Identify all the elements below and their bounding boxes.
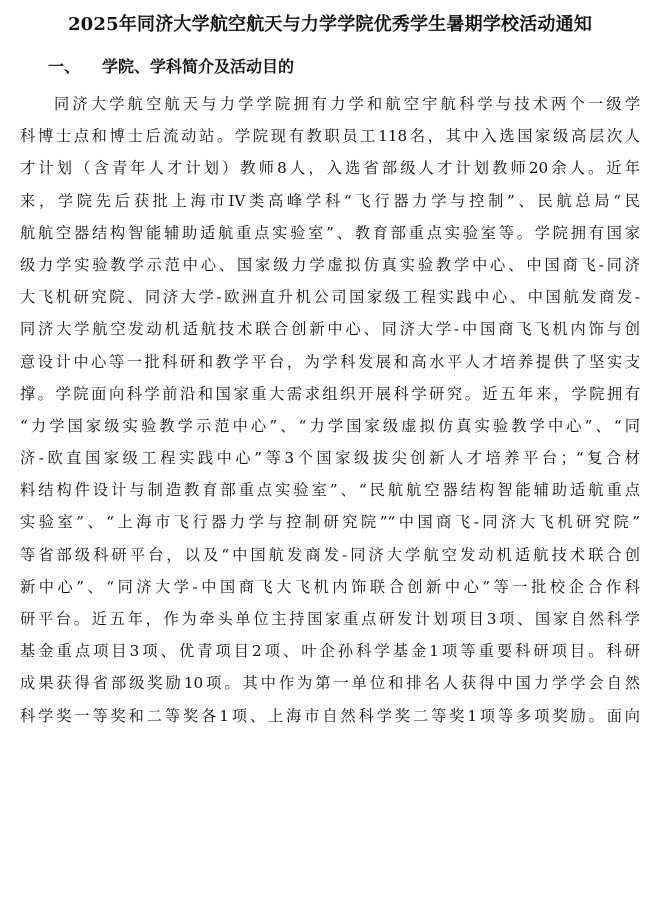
paragraph-line: 成果获得省部级奖励10项。其中作为第一单位和排名人获得中国力学学会自然 (20, 674, 640, 693)
paragraph-line: 基金重点项目3项、优青项目2项、叶企孙科学基金1项等重要科研项目。科研 (20, 642, 640, 661)
section-heading-text: 学院、学科简介及活动目的 (102, 57, 295, 76)
paragraph-line: 同济大学航空航天与力学学院拥有力学和航空宇航科学与技术两个一级学 (54, 95, 640, 113)
paragraph-line: 济-欧直国家级工程实践中心”等3个国家级拔尖创新人才培养平台；“复合材 (20, 449, 640, 468)
body-paragraph (20, 88, 640, 732)
paragraph-line: 意设计中心等一批科研和教学平台，为学科发展和高水平人才培养提供了坚实支 (20, 352, 640, 371)
paragraph-line: 同济大学航空发动机适航技术联合创新中心、同济大学-中国商飞飞机内饰与创 (20, 320, 640, 339)
paragraph-line: 大飞机研究院、同济大学-欧洲直升机公司国家级工程实践中心、中国航发商发- (20, 288, 640, 307)
section-number: 一、 (48, 57, 81, 76)
paragraph-line: 航航空器结构智能辅助适航重点实验室”、教育部重点实验室等。学院拥有国家 (20, 223, 640, 242)
paragraph-line: 新中心”、“同济大学-中国商飞大飞机内饰联合创新中心”等一批校企合作科 (20, 577, 640, 596)
section-heading (48, 52, 294, 82)
paragraph-line: 实验室”、“上海市飞行器力学与控制研究院”“中国商飞-同济大飞机研究院” (20, 513, 640, 532)
paragraph-line: 等省部级科研平台，以及“中国航发商发-同济大学航空发动机适航技术联合创 (20, 545, 640, 564)
paragraph-line: 来，学院先后获批上海市IV类高峰学科“飞行器力学与控制”、民航总局“民 (20, 191, 640, 210)
paragraph-line: 科博士点和博士后流动站。学院现有教职员工118名，其中入选国家级高层次人 (20, 127, 640, 146)
paragraph-line: “力学国家级实验教学示范中心”、“力学国家级虚拟仿真实验教学中心”、“同 (20, 416, 640, 435)
document-title: 2025年同济大学航空航天与力学学院优秀学生暑期学校活动通知 (67, 14, 593, 35)
paragraph-line: 科学奖一等奖和二等奖各1项、上海市自然科学奖二等奖1项等多项奖励。面向 (20, 706, 640, 725)
paragraph-line: 撑。学院面向科学前沿和国家重大需求组织开展科学研究。近五年来，学院拥有 (20, 384, 640, 403)
paragraph-line: 料结构件设计与制造教育部重点实验室”、“民航航空器结构智能辅助适航重点 (20, 481, 640, 500)
paragraph-line: 级力学实验教学示范中心、国家级力学虚拟仿真实验教学中心、中国商飞-同济 (20, 255, 640, 274)
paragraph-line: 研平台。近五年，作为牵头单位主持国家重点研发计划项目3项、国家自然科学 (20, 610, 640, 628)
paragraph-line: 才计划（含青年人才计划）教师8人，入选省部级人才计划教师20余人。近年 (20, 159, 640, 178)
